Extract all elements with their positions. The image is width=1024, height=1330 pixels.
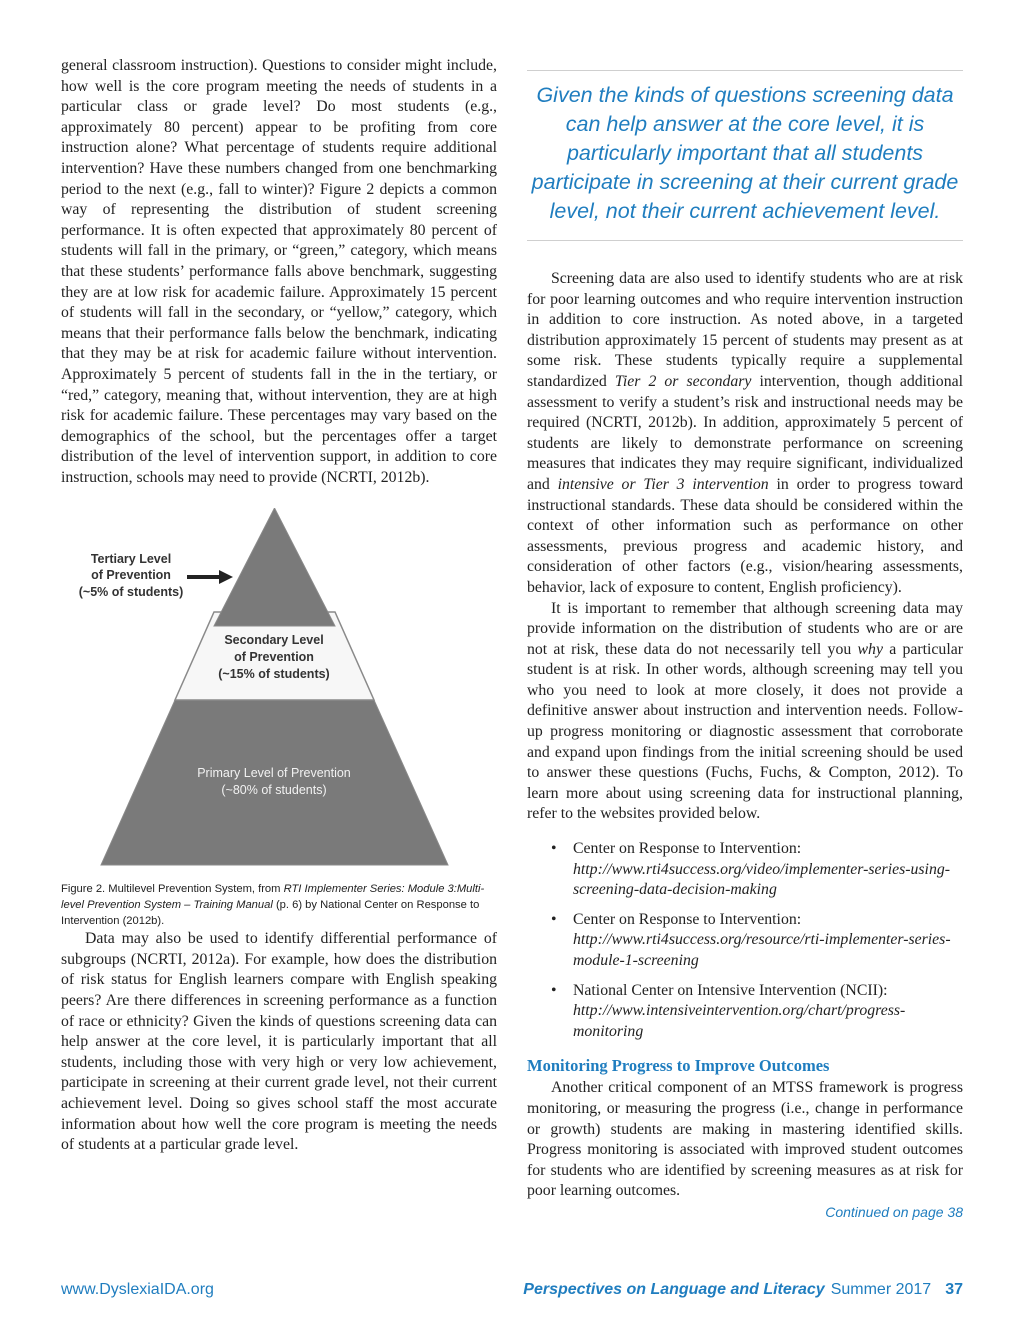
resource-link-item	[527, 839, 963, 901]
tertiary-label-2: of Prevention	[91, 568, 171, 583]
tertiary-label-1: Tertiary Level	[90, 552, 172, 567]
right-p2-b: a particular student is at risk. In other words, although screening may tell you who you need to look at more closely, it does not provide a definitive answer about instruction and intervention needs. Follow-up progress monitoring or diagnostic assessment that corroborate and expand upon findings from the initial screening should be used to answer these questions (Fuchs, Fuchs, & Compton, 2012). To learn more about using screening data for instructional planning, refer to the websites provided below.	[527, 640, 963, 823]
link-url[interactable]: http://www.rti4success.org/resource/rti-implementer-series-module-1-screening	[573, 931, 951, 969]
pyramid-tertiary-level	[214, 508, 335, 626]
figure-2	[61, 508, 497, 868]
resource-link-item	[527, 910, 963, 972]
page-number: 37	[945, 1281, 963, 1298]
right-p1-em2: intensive or Tier 3 intervention	[557, 475, 769, 493]
bullet: •	[551, 981, 557, 999]
left-paragraph-1: general classroom instruction). Questions to consider might include, how well is the core program meeting the needs of students in a particular class or grade level? Do most students (e.g., approximately 80 percent) appear to be profiting from core instruction alone? What percentage of students require additional intervention? Have these numbers changed from one benchmarking period to the next (e.g., fall to winter)? Figure 2 depicts a common way of representing the distribution of student screening performance. It is often expected that approximately 80 percent of students will fall in the primary, or “green,” category, which means that these students’ performance falls above benchmark, suggesting they are at low risk for academic failure. Approximately 15 percent of students will fall in the secondary, or “yellow,” category, which means that their performance falls below the benchmark, indicating that they may be at risk for academic failure without intervention. Approximately 5 percent of students fall in the in the tertiary, or “red,” category, meaning that, without intervention, they are at high risk for academic failure. These percentages may vary based on the demographics of the school, but the percentages offer a target distribution of the level of intervention support, in addition to core instruction, schools may need to provide (NCRTI, 2012b).	[61, 57, 497, 486]
secondary-label-3: (~15% of students)	[218, 667, 330, 682]
right-p1-c: in order to progress toward instructional standards. These data should be considered within the context of other information such as performance on other assessments, previous progress and academic history, and consideration of other factors (e.g., vision/hearing assessments, behavior, lack of exposure to content, English proficiency).	[527, 475, 963, 596]
left-paragraph-2: Data may also be used to identify differential performance of subgroups (NCRTI, 2012a). For example, how does the distribution of risk status for English learners compare with English speaking peers? Are there differences in screening performance as a function of race or ethnicity? Given the kinds of questions screening data can help answer at the core level, it is particularly important that all students, including those with very high or very low achievement, participate in screening at their current grade level, not their current achievement level. Doing so gives school staff the most accurate information about how well the core program is meeting the needs of students at a particular grade level.	[61, 930, 497, 1154]
resource-link-item	[527, 981, 963, 1043]
link-label: Center on Response to Intervention:	[573, 840, 802, 858]
caption-start: Figure 2. Multilevel Prevention System, from	[61, 883, 284, 896]
secondary-label-1: Secondary Level	[224, 633, 324, 648]
left-column	[61, 56, 497, 1156]
right-p2-a: It is important to remember that although screening data may provide information on the distribution of students who are or are not at risk, these data do not necessarily tell you	[527, 599, 963, 658]
footer-season: Summer 2017	[830, 1281, 932, 1298]
footer-publication: Perspectives on Language and Literacy	[523, 1281, 825, 1298]
right-paragraph-2	[527, 599, 963, 826]
footer-website[interactable]: www.DyslexiaIDA.org	[61, 1281, 214, 1298]
prevention-pyramid	[61, 508, 497, 868]
section-heading: Monitoring Progress to Improve Outcomes	[527, 1056, 830, 1076]
right-paragraph-3: Another critical component of an MTSS framework is progress monitoring, or measuring the progress (i.e., change in performance or growth) students are making in mastering identified skills. Progress monitoring is associated with improved student outcomes for students who are identified by screening measures as at risk for poor learning outcomes.	[527, 1079, 963, 1200]
primary-label-1: Primary Level of Prevention	[197, 766, 351, 781]
pull-quote: Given the kinds of questions screening data can help answer at the core level, it is particularly important that all students participate in screening at their current grade level, not their current achievement level.	[527, 70, 963, 241]
secondary-label-2: of Prevention	[234, 650, 314, 665]
right-column	[527, 56, 963, 1220]
right-p2-em: why	[857, 640, 883, 658]
primary-label-2: (~80% of students)	[221, 783, 327, 798]
tertiary-label-3: (~5% of students)	[78, 585, 184, 600]
right-p1-b: intervention, though additional assessment to verify a student’s risk and instructional needs may be required (NCRTI, 2012b). In addition, approximately 5 percent of students are likely to demonstrate performance on screening measures that indicates they may require significant, individualized and	[527, 372, 963, 493]
link-url[interactable]: http://www.rti4success.org/video/implementer-series-using-screening-data-decision-making	[573, 860, 951, 899]
caption-title: RTI Implementer Series: Module 3:Multi-level Prevention System – Training Manual	[61, 883, 485, 912]
link-label: National Center on Intensive Intervention (NCII):	[573, 981, 888, 999]
figure-caption	[61, 882, 497, 929]
bullet: •	[551, 840, 557, 858]
link-url[interactable]: http://www.intensiveintervention.org/chart/progress-monitoring	[573, 1002, 906, 1040]
continued-link[interactable]: Continued on page 38	[825, 1203, 963, 1220]
footer-publication-info	[523, 1281, 963, 1299]
resource-links	[527, 839, 963, 1042]
arrow-head-icon	[219, 570, 233, 584]
right-p1-a: Screening data are also used to identify students who are at risk for poor learning outcomes and who require intervention instruction in addition to core instruction. As noted above, in a targeted distribution approximately 15 percent of students may present as at some risk. These students typically require a supplemental standardized	[527, 270, 963, 390]
link-label: Center on Response to Intervention:	[573, 910, 802, 928]
right-p1-em1: Tier 2 or secondary	[614, 372, 752, 390]
bullet: •	[551, 910, 557, 928]
right-paragraph-1	[527, 269, 963, 599]
caption-end: (p. 6) by National Center on Response to Intervention (2012b).	[61, 899, 480, 927]
